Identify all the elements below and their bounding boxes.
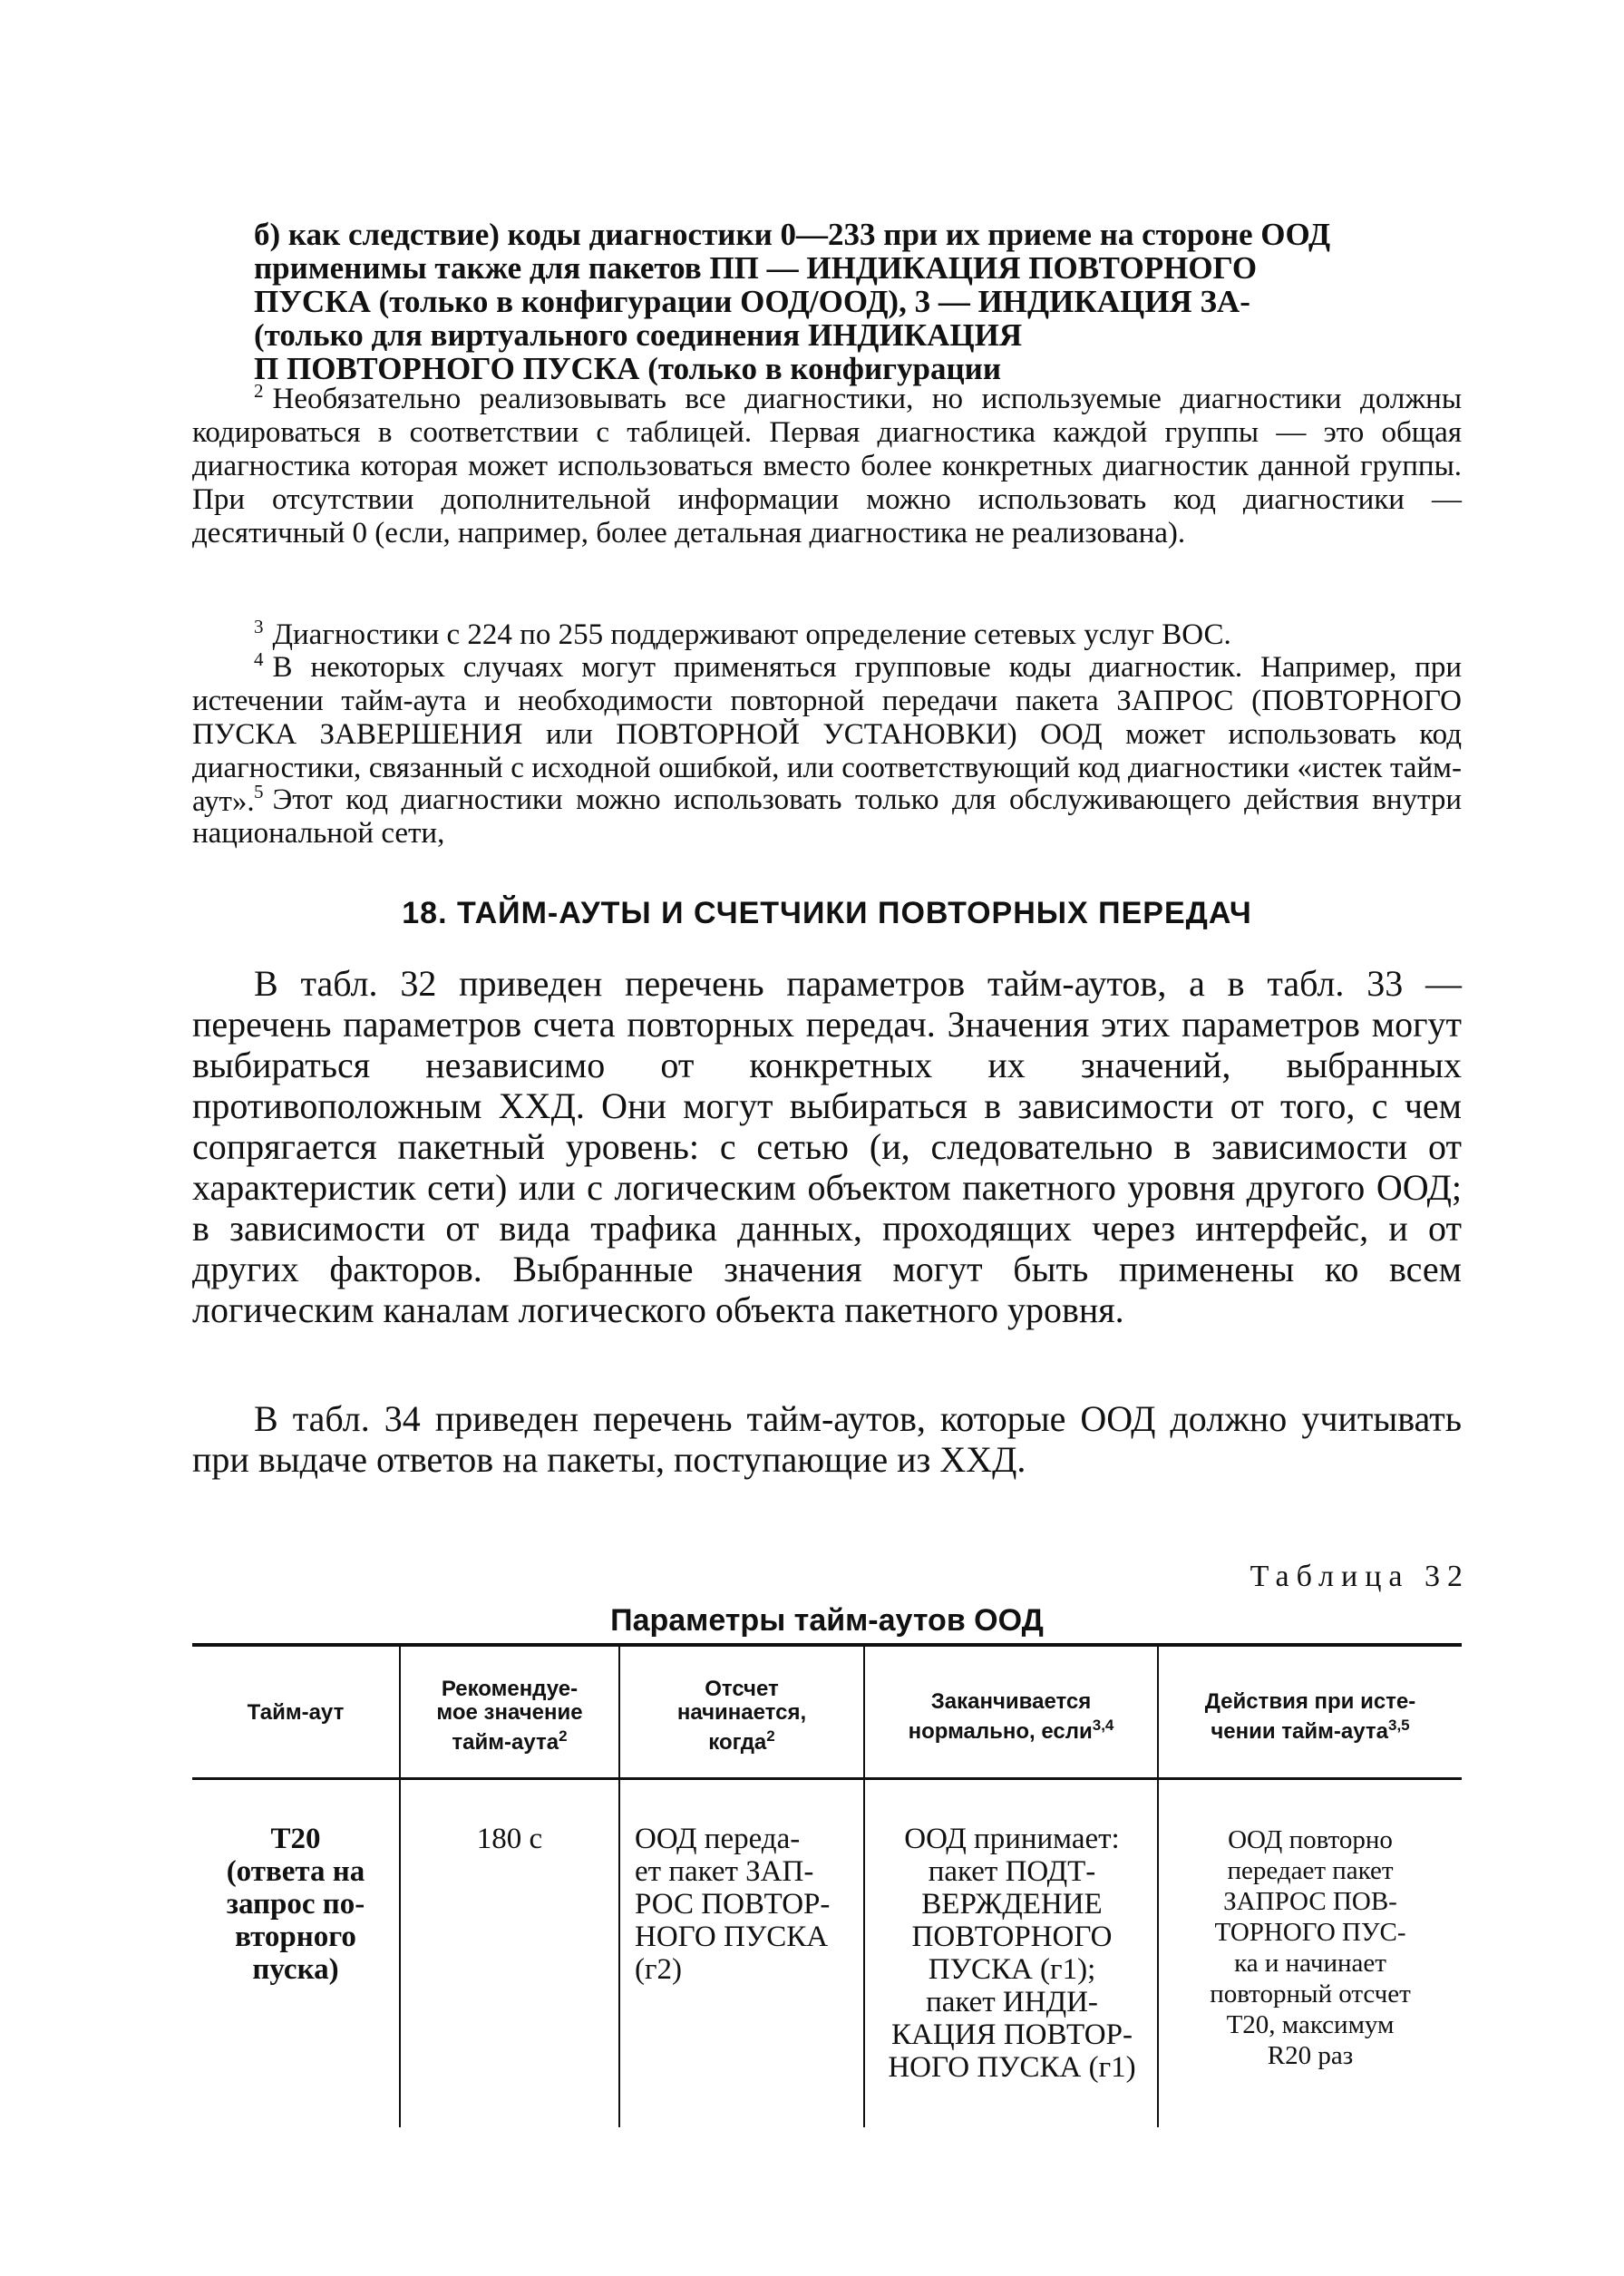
- footnote-continuation-b: б) как следствие) коды диагностики 0—233 при их приеме на стороне ООД применимы также для пакетов ПП — ИНДИКАЦИЯ ПОВТОРНОГО ПУСКА (только в конфигурации ООД/ООД), 3 — ИНДИКАЦИЯ ЗА- (только для виртуального соединения ИНДИКАЦИЯ П ПОВТОРНОГО ПУСКА (только в конфигурации: [254, 217, 1331, 386]
- header-text: Действия при исте- чении тайм-аута: [1204, 1689, 1416, 1744]
- section-heading: 18. ТАЙМ-АУТЫ И СЧЕТЧИКИ ПОВТОРНЫХ ПЕРЕДАЧ: [402, 896, 1252, 930]
- paragraph-2: [192, 1398, 1462, 1480]
- paragraph-text: В табл. 34 приведен перечень тайм-аутов, которые ООД должно учитывать при выдаче ответов на пакеты, поступающие из ХХД.: [192, 1398, 1462, 1480]
- footnote-text: В некоторых случаях могут применяться групповые коды диагностик. Например, при истечении тайм-аута и необходимости повторной передачи пакета ЗАПРОС (ПОВТОРНОГО ПУСКА ЗАВЕРШЕНИЯ или ПОВТОРНОЙ УСТАНОВКИ) ООД может использовать код диагностики, связанный с исходной ошибкой, или соответствующий код диагностики «истек тайм-аут».: [192, 651, 1462, 818]
- header-sup: 3,4: [1092, 1717, 1114, 1734]
- header-text: Заканчивается нормально, если: [908, 1689, 1093, 1744]
- header-sup: 2: [766, 1727, 775, 1745]
- footnote-5: [192, 783, 1462, 851]
- footnote-ref: 2: [254, 380, 264, 402]
- table-header-cell: [192, 1701, 399, 1725]
- header-text: Рекомендуе- мое значение тайм-аута: [436, 1677, 583, 1755]
- table-cell-start: ООД переда- ет пакет ЗАП- РОС ПОВТОР- НОГО ПУСКА (г2): [635, 1823, 831, 1986]
- footnote-ref: 4: [254, 648, 264, 670]
- header-text: Тайм-аут: [247, 1700, 345, 1725]
- footnote-text: Этот код диагностики можно использовать только для обслуживающего действия внутри национальной сети,: [192, 783, 1462, 850]
- footnote-ref: 3: [254, 616, 264, 637]
- footnote-ref: 5: [254, 781, 264, 802]
- table-label: Таблица 32: [1250, 1560, 1470, 1593]
- table-cell-action: ООД повторно передает пакет ЗАПРОС ПОВ- ТОРНОГО ПУС- ка и начинает повторный отсчет Т20, максимум R20 раз: [1210, 1825, 1411, 2070]
- footnote-text: Диагностики с 224 по 255 поддерживают определение сетевых услуг ВОС.: [272, 618, 1231, 651]
- table-header-cell: [1159, 1690, 1462, 1744]
- table-header-cell: [620, 1678, 863, 1755]
- table-cell-timeout: Т20 (ответа на запрос по- вторного пуска): [226, 1823, 365, 1986]
- table-header-cell: [401, 1678, 618, 1755]
- table-header-rule: [192, 1777, 1462, 1780]
- paragraph-text: В табл. 32 приведен перечень параметров тайм-аутов, а в табл. 33 — перечень параметров счета повторных передач. Значения этих параметров могут выбираться независимо от конкретных их значений, выбранных противоположным ХХД. Они могут выбираться в зависимости от того, с чем сопрягается пакетный уровень: с сетью (и, следовательно в зависимости от характеристик сети) или с логическим объектом пакетного уровня другого ООД; в зависимости от вида трафика данных, проходящих через интерфейс, и от других факторов. Выбранные значения могут быть применены ко всем логическим каналам логического объекта пакетного уровня.: [192, 963, 1462, 1330]
- table-header-cell: [865, 1690, 1157, 1744]
- paragraph-1: [192, 963, 1462, 1330]
- header-text: Отсчет начинается, когда: [676, 1677, 807, 1755]
- footnote-text: Необязательно реализовывать все диагностики, но используемые диагностики должны кодироваться в соответствии с таблицей. Первая диагностика каждой группы — это общая диагностика которая может использоваться вместо более конкретных диагностик данной группы. При отсутствии дополнительной информации можно использовать код диагностики — десятичный 0 (если, например, более детальная диагностика не реализована).: [192, 383, 1462, 550]
- table-cell-normal-end: ООД принимает: пакет ПОДТ- ВЕРЖДЕНИЕ ПОВТОРНОГО ПУСКА (г1); пакет ИНДИ- КАЦИЯ ПОВТОР- НОГО ПУСКА (г1): [888, 1823, 1136, 2084]
- header-sup: 3,5: [1388, 1717, 1410, 1734]
- footnote-3: [192, 618, 1462, 652]
- header-sup: 2: [559, 1727, 568, 1745]
- table-title: Параметры тайм-аутов ООД: [610, 1603, 1044, 1638]
- table-top-rule: [192, 1643, 1462, 1647]
- footnote-2: [192, 380, 1462, 550]
- table-cell-value: 180 с: [476, 1823, 543, 1855]
